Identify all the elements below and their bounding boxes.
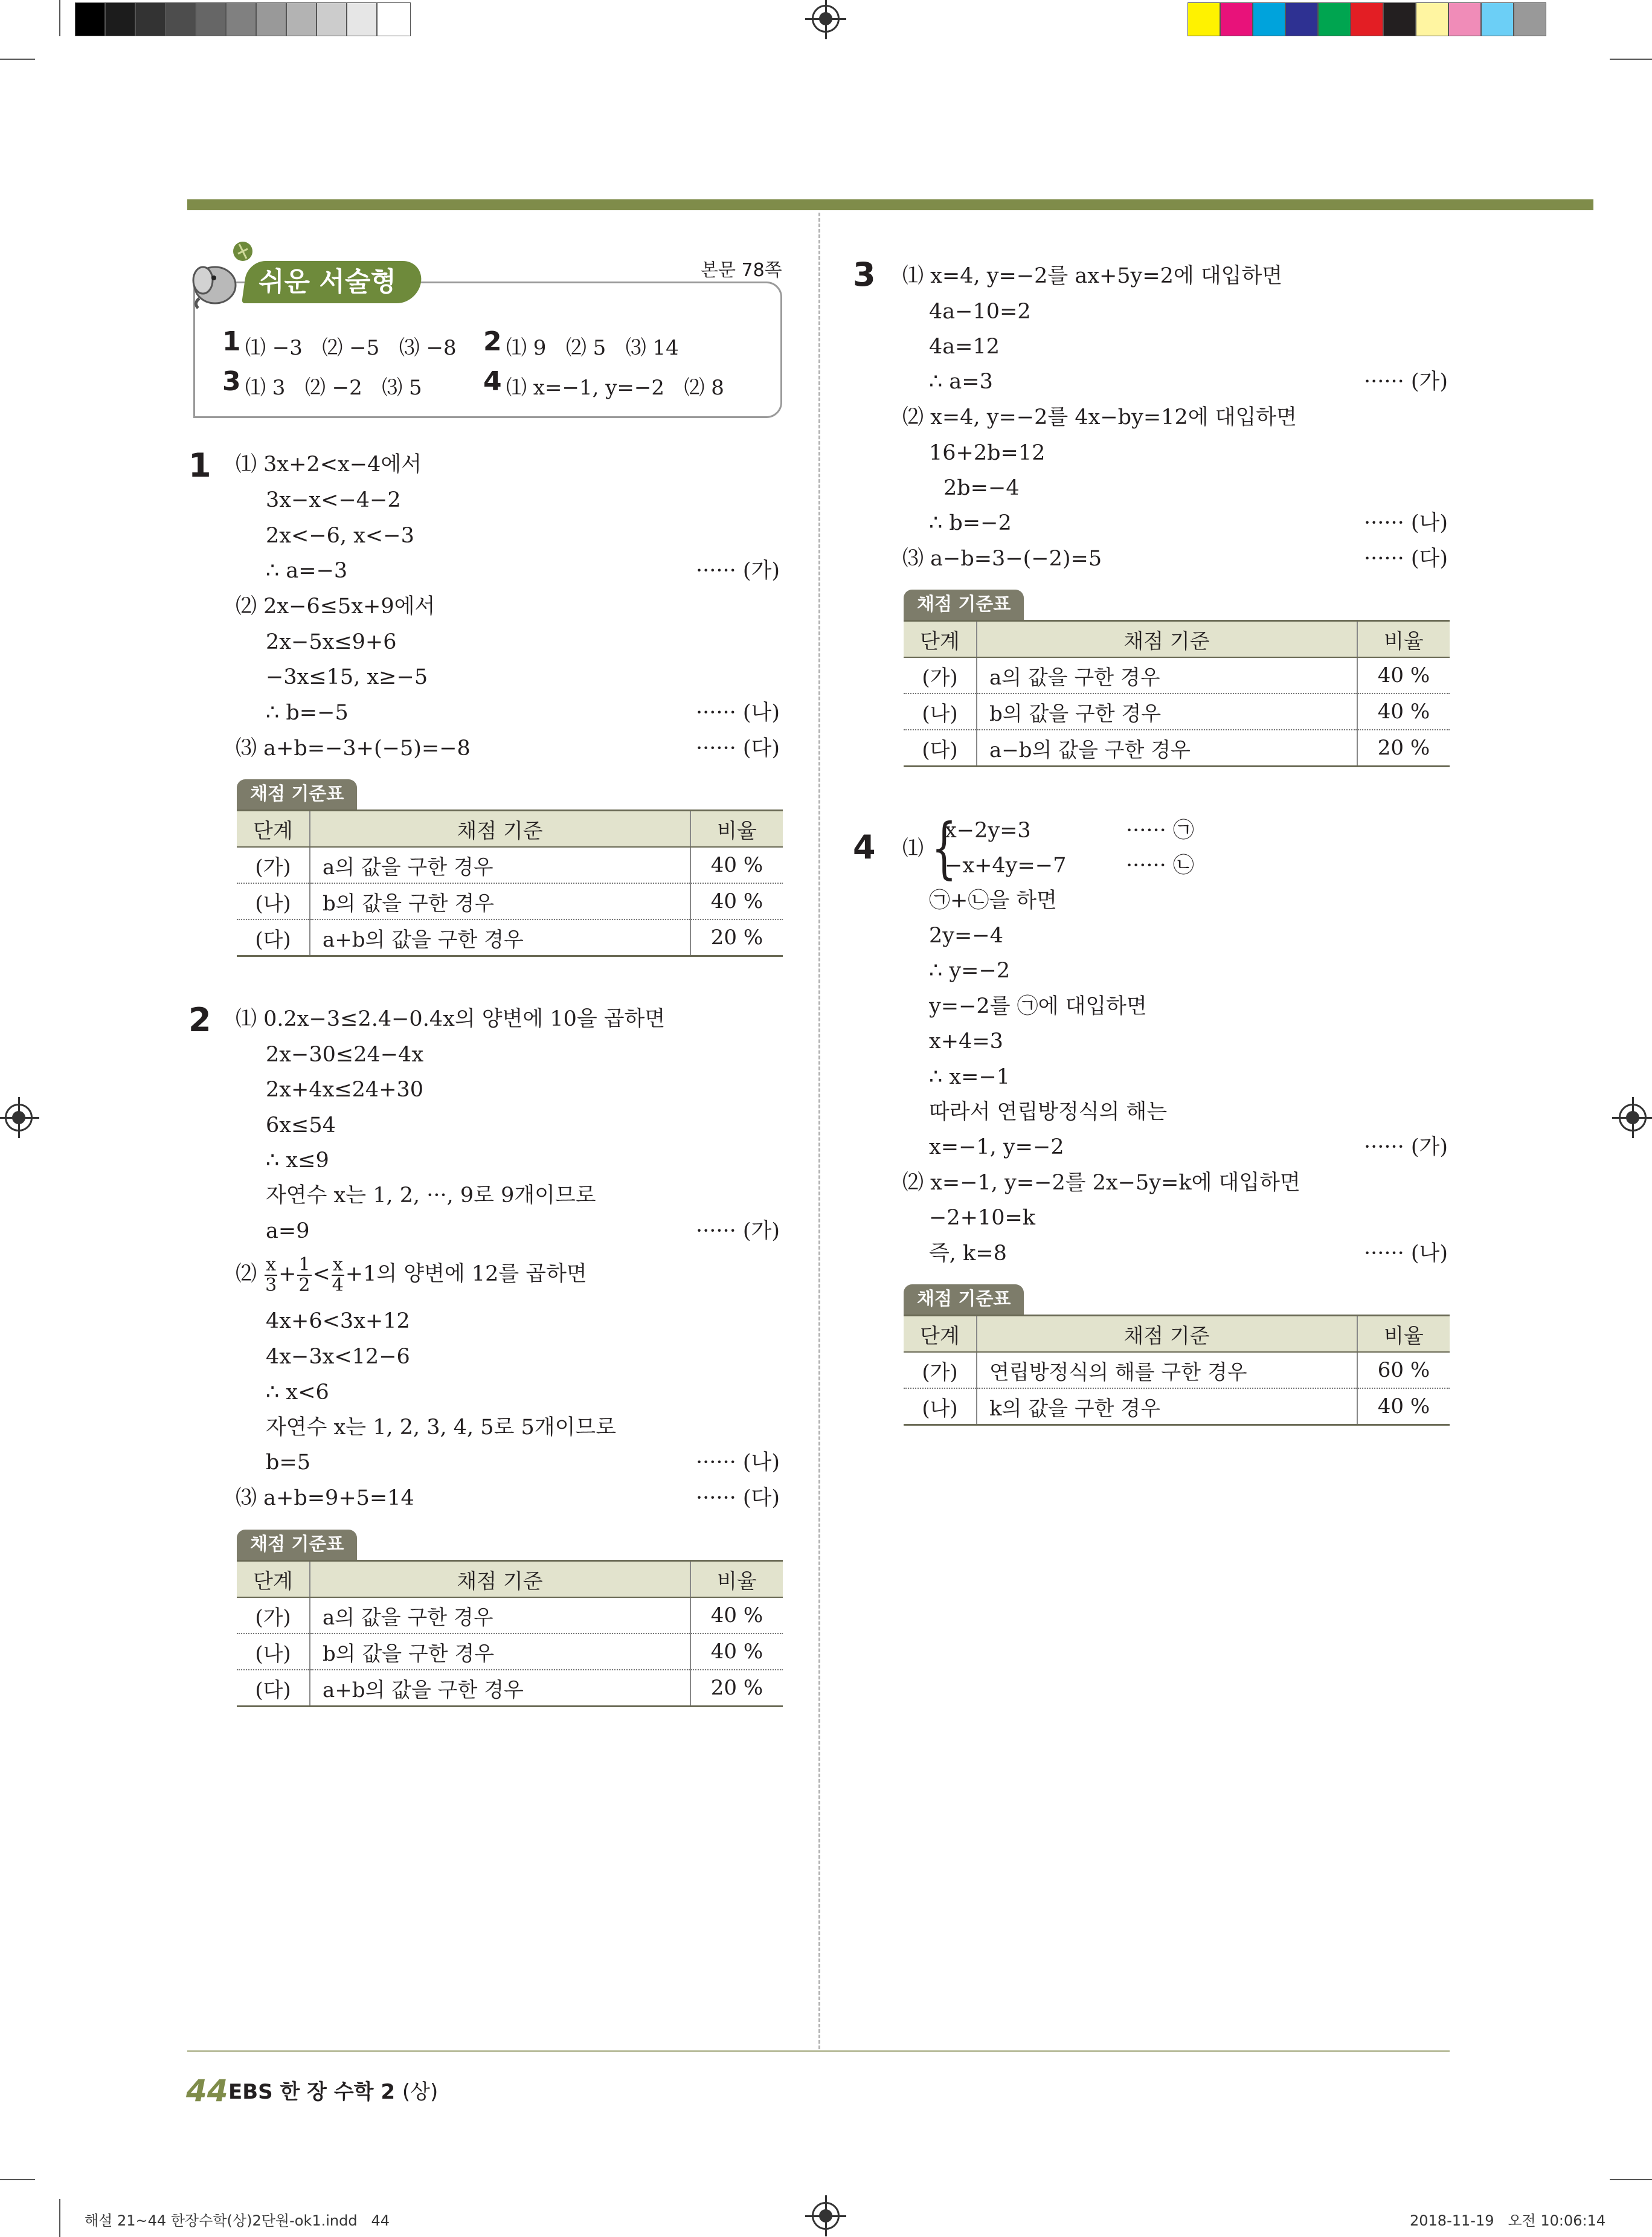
table-cell: (나): [904, 694, 977, 730]
column-header: 채점 기준: [310, 811, 690, 848]
fraction: $\frac{1}{2}$: [298, 1254, 310, 1296]
solution-line: a=9: [266, 1219, 310, 1243]
answer-text: ⑴ 9 ⑵ 5 ⑶ 14: [506, 336, 679, 360]
table-row: [237, 1633, 783, 1670]
solution-line: 16+2b=12: [929, 441, 1046, 465]
solution-line: 2x+4x≤24+30: [266, 1078, 424, 1102]
step-tag: ······ (가): [696, 559, 780, 583]
crop-mark: [1610, 59, 1652, 60]
table-cell: (가): [904, 657, 977, 694]
column-header: 비율: [1357, 1316, 1450, 1353]
table-cell: (다): [904, 730, 977, 767]
table-cell: 연립방정식의 해를 구한 경우: [977, 1352, 1357, 1388]
solution-line: ∴ x=−1: [929, 1065, 1011, 1089]
solution-line: ∴ a=−3: [266, 559, 348, 583]
table-cell: 40 %: [1357, 1388, 1450, 1425]
solution-line: −2+10=k: [929, 1206, 1035, 1230]
criteria-table-title: 채점 기준표: [237, 1530, 357, 1560]
solution-line: ∴ b=−2: [929, 511, 1012, 535]
solution-line: b=5: [266, 1450, 310, 1475]
table-row: [904, 1352, 1450, 1388]
page-reference: 본문 78쪽: [701, 260, 782, 281]
solution-line: 자연수 x는 1, 2, 3, 4, 5로 5개이므로: [266, 1415, 617, 1440]
solution-line: ⑵ x=4, y=−2를 4x−by=12에 대입하면: [902, 405, 1297, 430]
solution-line: 4x+6<3x+12: [266, 1309, 410, 1333]
equation-mark: ······ ㉠: [1126, 819, 1194, 843]
criteria-table-title: 채점 기준표: [904, 590, 1024, 620]
criteria-table: [904, 1315, 1450, 1426]
top-accent-bar: [187, 199, 1593, 210]
table-row: [904, 1388, 1450, 1425]
file-info: 해설 21~44 한장수학(상)2단원-ok1.indd 44: [85, 2212, 390, 2229]
solution-line: x=−1, y=−2: [929, 1135, 1064, 1159]
solution-line: ⑵ x=−1, y=−2를 2x−5y=k에 대입하면: [902, 1171, 1300, 1195]
solution-line: 4x−3x<12−6: [266, 1345, 410, 1369]
table-cell: a+b의 값을 구한 경우: [310, 919, 690, 956]
solution-line: 2x<−6, x<−3: [266, 524, 414, 548]
table-header-row: [904, 621, 1450, 658]
criteria-table: [904, 620, 1450, 767]
crop-mark: [0, 59, 35, 60]
step-tag: ······ (나): [696, 1450, 780, 1475]
criteria-table-title: 채점 기준표: [904, 1284, 1024, 1315]
table-cell: (나): [237, 1633, 310, 1670]
solution-line: ⑴ x=4, y=−2를 ax+5y=2에 대입하면: [902, 264, 1283, 288]
column-header: 비율: [1357, 621, 1450, 658]
criteria-table-title: 채점 기준표: [237, 779, 357, 810]
column-header: 단계: [904, 621, 977, 658]
table-header-row: [904, 1316, 1450, 1353]
solution-line: −3x≤15, x≥−5: [266, 665, 428, 689]
table-row: [904, 694, 1450, 730]
solution-line: y=−2를 ㉠에 대입하면: [929, 994, 1147, 1019]
table-cell: 40 %: [1357, 657, 1450, 694]
step-tag: ······ (나): [1364, 511, 1448, 535]
solution-line: 4a−10=2: [929, 300, 1031, 324]
registration-mark-left: [5, 1104, 33, 1131]
solution-line: ∴ x<6: [266, 1380, 329, 1405]
question-number: 4: [853, 828, 876, 866]
table-cell: b의 값을 구한 경우: [977, 694, 1357, 730]
table-cell: 20 %: [690, 1670, 783, 1707]
table-cell: b의 값을 구한 경우: [310, 883, 690, 919]
equation-mark: ······ ㉡: [1126, 854, 1194, 878]
table-cell: 40 %: [690, 1633, 783, 1670]
solution-line: ∴ y=−2: [929, 959, 1011, 983]
step-tag: ······ (다): [696, 1486, 780, 1510]
table-cell: 40 %: [1357, 694, 1450, 730]
table-row: [904, 657, 1450, 694]
table-cell: (가): [904, 1352, 977, 1388]
step-tag: ······ (다): [696, 736, 780, 761]
table-cell: 40 %: [690, 1597, 783, 1633]
registration-mark-bottom: [812, 2202, 840, 2230]
answer-number: 4: [483, 366, 502, 397]
table-cell: a+b의 값을 구한 경우: [310, 1670, 690, 1707]
column-divider: [818, 213, 820, 2049]
solution-line: 따라서 연립방정식의 해는: [929, 1100, 1168, 1124]
solution-line: ㉠+㉡을 하면: [929, 889, 1057, 913]
fraction: $\frac{x}{3}$: [265, 1254, 277, 1296]
table-cell: 60 %: [1357, 1352, 1450, 1388]
table-cell: (가): [237, 1597, 310, 1633]
step-tag: ······ (가): [696, 1219, 780, 1243]
solution-line: 2x−30≤24−4x: [266, 1043, 424, 1067]
solution-line: 2x−5x≤9+6: [266, 630, 397, 654]
table-cell: (다): [237, 1670, 310, 1707]
easy-badge-label: 쉬운 서술형: [259, 266, 396, 297]
registration-mark-right: [1619, 1104, 1647, 1131]
solution-line: ⑴ 3x+2<x−4에서: [236, 452, 422, 477]
table-row: [237, 847, 783, 883]
column-header: 비율: [690, 811, 783, 848]
column-header: 채점 기준: [977, 1316, 1357, 1353]
table-cell: (가): [237, 847, 310, 883]
column-header: 비율: [690, 1561, 783, 1598]
question-number: 1: [188, 446, 211, 484]
table-cell: 40 %: [690, 847, 783, 883]
column-header: 단계: [237, 1561, 310, 1598]
solution-text: +1의 양변에 12를 곱하면: [345, 1262, 587, 1286]
crop-mark: [59, 2199, 60, 2237]
answer-number: 2: [483, 326, 502, 357]
answer-text: ⑴ 3 ⑵ −2 ⑶ 5: [245, 376, 422, 400]
answer-number: 3: [222, 366, 241, 397]
table-cell: 20 %: [1357, 730, 1450, 767]
crop-mark: [59, 0, 60, 36]
table-cell: k의 값을 구한 경우: [977, 1388, 1357, 1425]
system-equation: x−2y=3: [945, 819, 1031, 843]
table-row: [237, 1670, 783, 1707]
fraction: $\frac{x}{4}$: [332, 1254, 344, 1296]
table-cell: 40 %: [690, 883, 783, 919]
page-number: 44: [186, 2073, 228, 2108]
fraction-inequality-line: ⑵ $\frac{x}{3}$ + $\frac{1}{2}$ < $\frac{x}{4}$ +1의 양변에 12를 곱하면: [236, 1254, 587, 1296]
criteria-table: [237, 810, 783, 957]
book-title: [228, 2082, 438, 2102]
book-title-text: EBS 한 장 수학 2: [228, 2080, 396, 2104]
solution-line: ⑶ a−b=3−(−2)=5: [902, 547, 1102, 571]
table-cell: a의 값을 구한 경우: [977, 657, 1357, 694]
solution-line: ∴ a=3: [929, 370, 993, 394]
solution-line: ∴ b=−5: [266, 701, 349, 725]
criteria-table: [237, 1560, 783, 1707]
solution-line: 3x−x<−4−2: [266, 488, 401, 512]
solution-line: ⑶ a+b=9+5=14: [236, 1486, 414, 1510]
solution-line: 2y=−4: [929, 924, 1003, 948]
table-row: [237, 919, 783, 956]
step-tag: ······ (다): [1364, 547, 1448, 571]
table-cell: (나): [237, 883, 310, 919]
solution-line: ∴ x≤9: [266, 1148, 329, 1173]
step-tag: ······ (가): [1364, 1135, 1448, 1159]
column-header: 단계: [904, 1316, 977, 1353]
question-number: 3: [853, 256, 876, 294]
table-cell: a−b의 값을 구한 경우: [977, 730, 1357, 767]
answer-text: ⑴ x=−1, y=−2 ⑵ 8: [506, 376, 724, 400]
step-tag: ······ (가): [1364, 370, 1448, 394]
step-tag: ······ (나): [1364, 1241, 1448, 1266]
table-cell: a의 값을 구한 경우: [310, 1597, 690, 1633]
table-cell: b의 값을 구한 경우: [310, 1633, 690, 1670]
step-tag: ······ (나): [696, 701, 780, 725]
table-row: [237, 883, 783, 919]
column-header: 단계: [237, 811, 310, 848]
column-header: 채점 기준: [977, 621, 1357, 658]
solution-line: ⑴ 0.2x−3≤2.4−0.4x의 양변에 10을 곱하면: [236, 1007, 666, 1031]
table-header-row: [237, 811, 783, 848]
part-label: ⑴: [902, 837, 924, 861]
answer-summary-line-1: [222, 326, 766, 360]
solution-line: 즉, k=8: [929, 1241, 1007, 1266]
solution-line: 자연수 x는 1, 2, ···, 9로 9개이므로: [266, 1183, 596, 1208]
crop-mark: [0, 2179, 35, 2180]
print-timestamp: 2018-11-19 오전 10:06:14: [1410, 2212, 1606, 2229]
solution-line: 2b=−4: [943, 476, 1020, 500]
table-cell: a의 값을 구한 경우: [310, 847, 690, 883]
table-row: [904, 730, 1450, 767]
system-brace: {: [931, 809, 957, 886]
part-label: ⑵: [236, 1262, 257, 1286]
column-header: 채점 기준: [310, 1561, 690, 1598]
solution-line: ⑶ a+b=−3+(−5)=−8: [236, 736, 471, 761]
question-number: 2: [188, 1001, 211, 1039]
table-header-row: [237, 1561, 783, 1598]
table-cell: (다): [237, 919, 310, 956]
system-equation: −x+4y=−7: [945, 854, 1067, 878]
book-volume: (상): [402, 2080, 439, 2104]
crop-mark: [1610, 2179, 1652, 2180]
answer-text: ⑴ −3 ⑵ −5 ⑶ −8: [245, 336, 457, 360]
solution-line: 6x≤54: [266, 1113, 336, 1138]
solution-line: ⑵ 2x−6≤5x+9에서: [236, 594, 435, 619]
solution-line: x+4=3: [929, 1029, 1003, 1054]
table-cell: 20 %: [690, 919, 783, 956]
footer-rule: [187, 2050, 1450, 2052]
table-cell: (나): [904, 1388, 977, 1425]
answer-summary-line-2: [222, 366, 766, 400]
registration-mark-top: [812, 5, 840, 33]
table-row: [237, 1597, 783, 1633]
answer-number: 1: [222, 326, 241, 357]
solution-line: 4a=12: [929, 335, 1000, 359]
